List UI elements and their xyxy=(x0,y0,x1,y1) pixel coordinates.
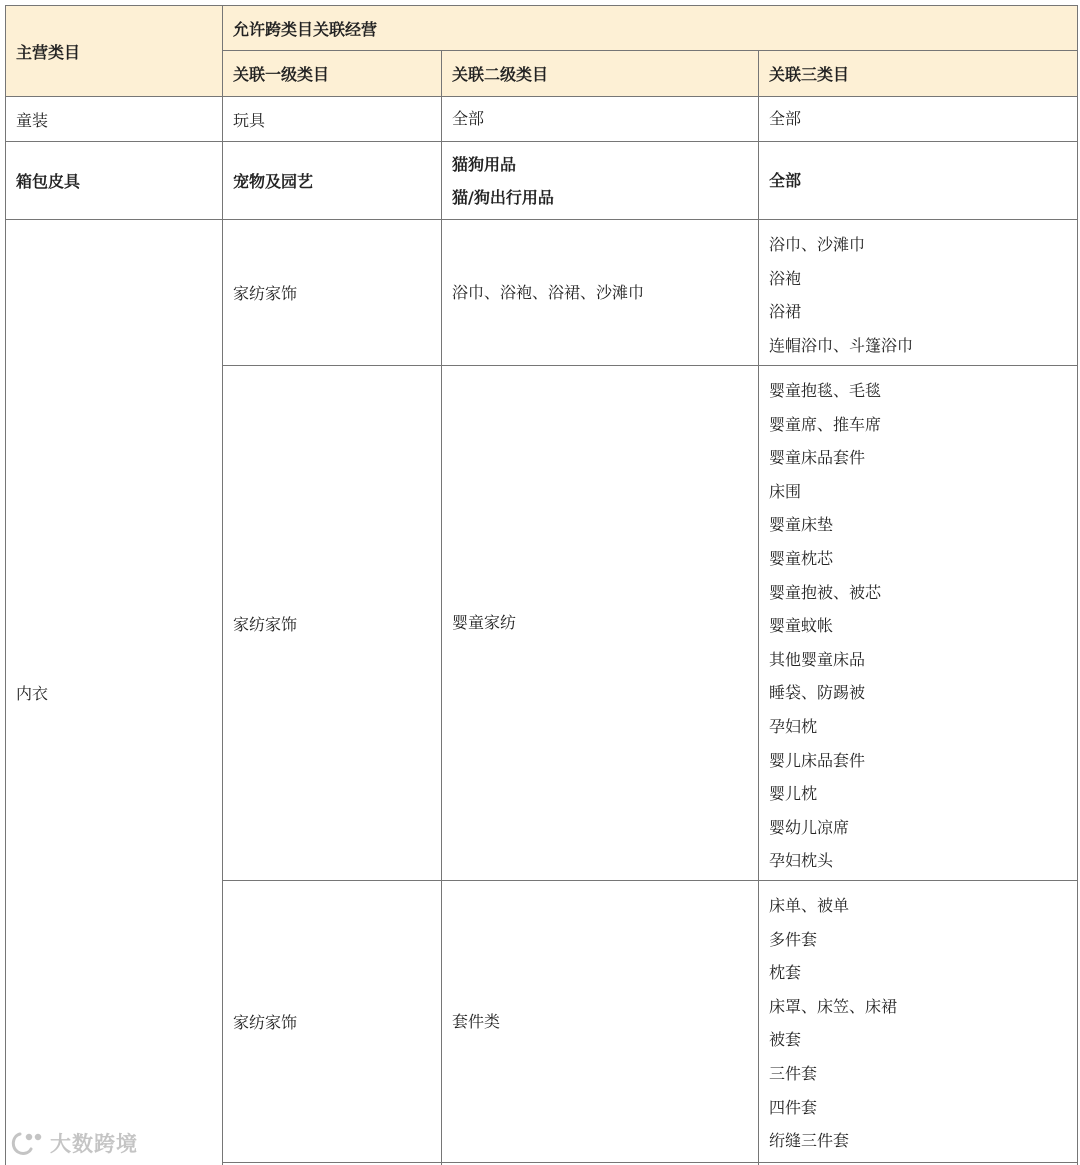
level1-cell: 玩具 xyxy=(223,97,442,142)
level2-cell xyxy=(442,366,759,881)
list-item: 猫/狗出行用品 xyxy=(452,187,554,207)
level2-cell xyxy=(442,220,759,366)
list-item: 床罩、床笠、床裙 xyxy=(769,996,898,1016)
level1-cell: 家纺家饰 xyxy=(223,881,442,1163)
list-item: 婴童抱被、被芯 xyxy=(769,582,882,602)
table-row xyxy=(6,97,1078,142)
level1-cell: 家纺家饰 xyxy=(223,220,442,366)
level3-cell xyxy=(759,366,1078,881)
header-level2: 关联二级类目 xyxy=(442,51,759,97)
table-row xyxy=(6,142,1078,220)
level3-cell xyxy=(759,881,1078,1163)
list-item: 婴童枕芯 xyxy=(769,548,834,568)
list-item: 其他婴童床品 xyxy=(769,649,866,669)
category-relation-table xyxy=(5,5,1078,1165)
list-item: 三件套 xyxy=(769,1063,818,1083)
list-item: 全部 xyxy=(452,109,485,129)
level1-cell: 家纺家饰 xyxy=(223,366,442,881)
main-category-cell: 童装 xyxy=(6,97,223,142)
level1-cell-partial xyxy=(223,1163,442,1165)
list-item: 床单、被单 xyxy=(769,896,850,915)
list-item: 浴袍 xyxy=(769,268,802,288)
main-category-cell: 内衣 xyxy=(6,220,223,1165)
header-row xyxy=(6,6,1078,51)
level2-cell xyxy=(442,97,759,142)
list-item: 全部 xyxy=(769,109,802,129)
list-item: 婴童蚊帐 xyxy=(769,616,834,636)
main-category-cell: 箱包皮具 xyxy=(6,142,223,220)
list-item: 婴儿床品套件 xyxy=(769,750,866,770)
list-item: 套件类 xyxy=(452,1011,501,1031)
list-item: 婴童家纺 xyxy=(452,613,517,633)
level3-cell xyxy=(759,220,1078,366)
level3-cell xyxy=(759,97,1078,142)
list-item: 猫狗用品 xyxy=(452,154,517,174)
list-item: 被套 xyxy=(769,1030,802,1050)
table-row xyxy=(6,220,1078,366)
list-item: 婴童床品套件 xyxy=(769,448,866,468)
header-cross-category-group: 允许跨类目关联经营 xyxy=(223,6,1078,51)
header-level1: 关联一级类目 xyxy=(223,51,442,97)
level3-cell-partial xyxy=(759,1163,1078,1165)
level3-cell xyxy=(759,142,1078,220)
list-item: 绗缝三件套 xyxy=(769,1131,850,1151)
list-item: 婴幼儿凉席 xyxy=(769,817,850,837)
list-item: 浴裙 xyxy=(769,302,802,322)
list-item: 孕妇枕 xyxy=(769,716,818,736)
list-item: 婴童席、推车席 xyxy=(769,414,882,434)
level1-cell: 宠物及园艺 xyxy=(223,142,442,220)
list-item: 孕妇枕头 xyxy=(769,851,834,871)
list-item: 睡袋、防踢被 xyxy=(769,683,866,703)
list-item: 连帽浴巾、斗篷浴巾 xyxy=(769,335,914,355)
header-level3: 关联三类目 xyxy=(759,51,1078,97)
list-item: 四件套 xyxy=(769,1097,818,1117)
list-item: 婴童床垫 xyxy=(769,515,834,535)
list-item: 多件套 xyxy=(769,929,818,949)
level2-cell-partial xyxy=(442,1163,759,1165)
level2-cell xyxy=(442,881,759,1163)
list-item: 浴巾、浴袍、浴裙、沙滩巾 xyxy=(452,282,645,302)
list-item: 枕套 xyxy=(769,963,802,983)
list-item: 全部 xyxy=(769,171,802,190)
level2-cell xyxy=(442,142,759,220)
list-item: 浴巾、沙滩巾 xyxy=(769,235,866,254)
header-main-category: 主营类目 xyxy=(6,6,223,97)
list-item: 婴童抱毯、毛毯 xyxy=(769,381,882,400)
watermark-text: 大数跨境 xyxy=(50,1132,138,1156)
list-item: 床围 xyxy=(769,481,802,501)
list-item: 婴儿枕 xyxy=(769,784,818,804)
